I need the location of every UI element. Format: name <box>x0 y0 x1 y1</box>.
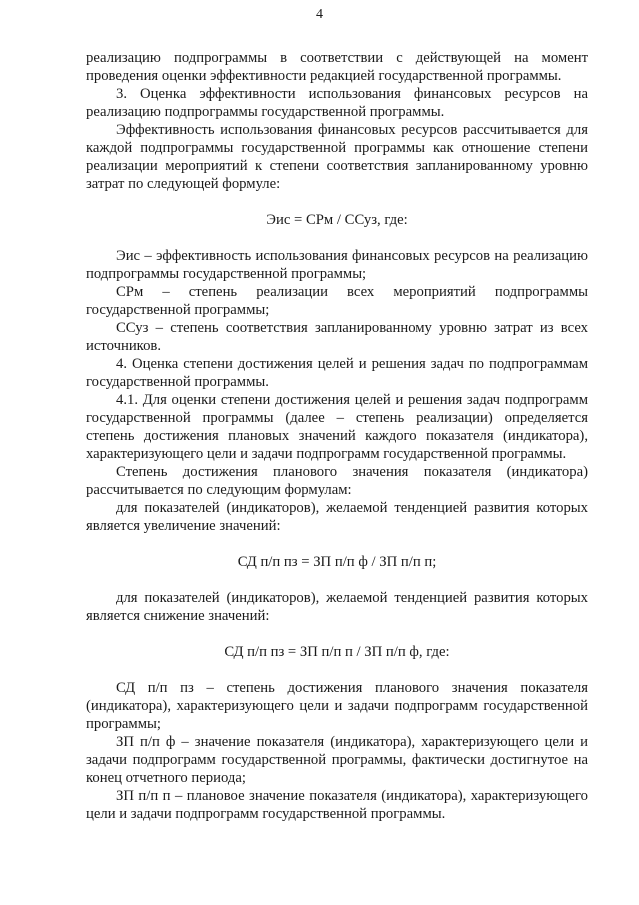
section-heading-goal-achievement: 4. Оценка степени достижения целей и решения задач по подпрограммам государственной программы. <box>86 356 588 390</box>
paragraph-efficiency-definition: Эффективность использования финансовых ресурсов рассчитывается для каждой подпрограммы государственной программы как отношение степени реализации мероприятий к степени соответствия запланированному уровню затрат по следующей формуле: <box>86 122 588 192</box>
definition-sd: СД п/п пз – степень достижения планового значения показателя (индикатора), характеризующего цели и задачи подпрограмм государственной программы; <box>86 680 588 732</box>
page-number: 4 <box>316 7 323 22</box>
formula-sd-increase: СД п/п пз = ЗП п/п ф / ЗП п/п п; <box>237 554 437 570</box>
paragraph-calculation-intro: Степень достижения планового значения показателя (индикатора) рассчитывается по следующим формулам: <box>86 464 588 498</box>
paragraph-increase-indicators: для показателей (индикаторов), желаемой тенденцией развития которых является увеличение значений: <box>86 500 588 534</box>
document-body <box>86 49 588 823</box>
formula-sd-decrease: СД п/п пз = ЗП п/п п / ЗП п/п ф, где: <box>224 644 450 660</box>
definition-zp-fact: ЗП п/п ф – значение показателя (индикатора), характеризующего цели и задачи подпрограмм государственной программы, фактически достигнутое на конец отчетного периода; <box>86 734 588 786</box>
definition-ssuz: ССуз – степень соответствия запланированному уровню затрат из всех источников. <box>86 320 588 354</box>
paragraph-decrease-indicators: для показателей (индикаторов), желаемой тенденцией развития которых является снижение значений: <box>86 590 588 624</box>
paragraph-continuation: реализацию подпрограммы в соответствии с действующей на момент проведения оценки эффективности редакцией государственной программы. <box>86 50 588 84</box>
definition-eis: Эис – эффективность использования финансовых ресурсов на реализацию подпрограммы государственной программы; <box>86 248 588 282</box>
definition-zp-plan: ЗП п/п п – плановое значение показателя (индикатора), характеризующего цели и задачи подпрограмм государственной программы. <box>86 788 588 822</box>
definition-srm: СРм – степень реализации всех мероприятий подпрограммы государственной программы; <box>86 284 588 318</box>
formula-eis: Эис = СРм / ССуз, где: <box>266 212 408 228</box>
paragraph-subsection-4-1: 4.1. Для оценки степени достижения целей и решения задач подпрограмм государственной программы (далее – степень реализации) определяется степень достижения плановых значений каждого показателя (индикатора), характеризующего цели и задачи подпрограмм государственной программы. <box>86 392 588 462</box>
section-heading-financial-efficiency: 3. Оценка эффективности использования финансовых ресурсов на реализацию подпрограммы государственной программы. <box>86 86 588 120</box>
